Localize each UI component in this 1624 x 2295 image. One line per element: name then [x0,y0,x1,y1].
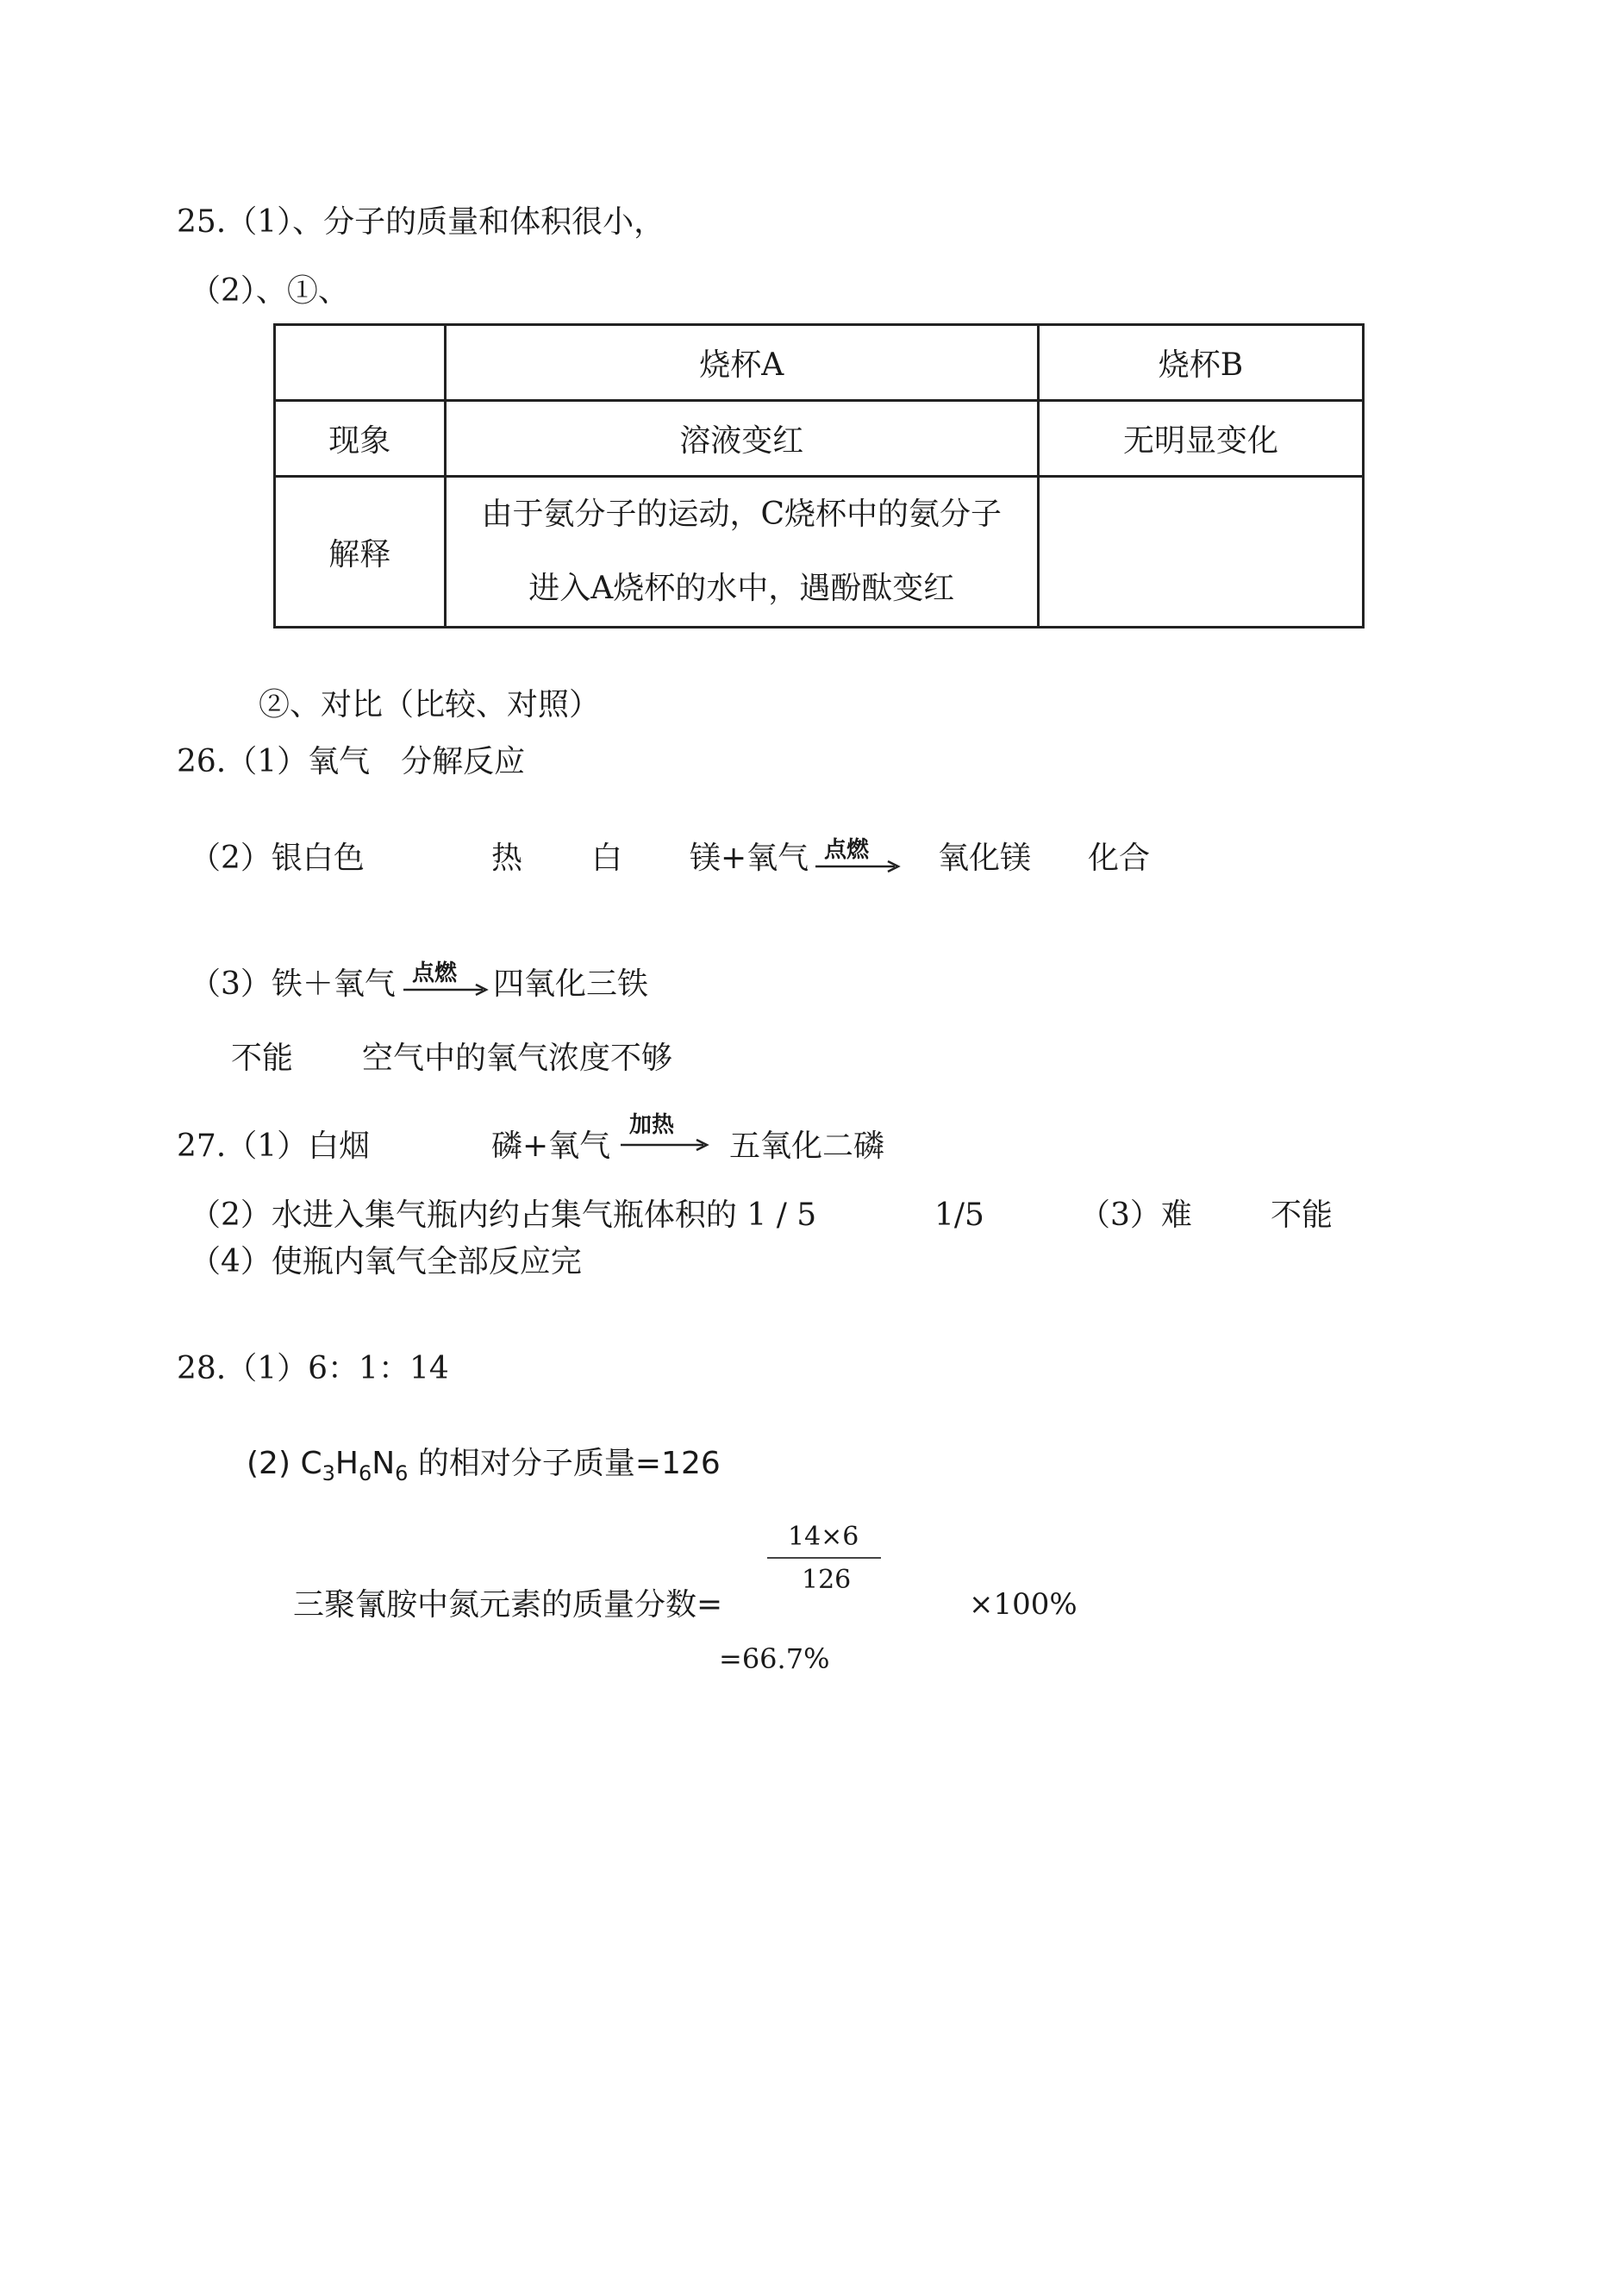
right-arrow-icon [619,1136,710,1154]
phenomenon-label: 现象 [275,401,446,477]
q26-mg-reactants: 镁+氧气 [690,841,809,876]
q26-heat: 热 [491,841,523,876]
explanation-label: 解释 [275,477,446,628]
explanation-b [1038,477,1363,628]
q26-part1: 26.（1）氧气 分解反应 [177,744,526,779]
q28-sub-h: 6 [358,1461,372,1485]
table-header-beaker-b: 烧杯B [1038,325,1363,401]
right-arrow-icon [814,858,902,875]
q28-denominator: 126 [802,1565,852,1595]
phenomenon-a: 溶液变红 [445,401,1038,477]
q28-part1: 28.（1）6：1：14 [177,1351,449,1386]
q28-times-100: ×100% [969,1587,1077,1622]
q28-formula-h: H [334,1446,359,1481]
table-header-beaker-a: 烧杯A [445,325,1038,401]
q26-reason: 空气中的氧气浓度不够 [362,1041,673,1076]
q26-white: 白 [591,841,623,876]
q27-part2: （2）水进入集气瓶内约占集气瓶体积的 1 / 5 [190,1198,817,1233]
q25-part2-answer: ②、对比（比较、对照） [259,687,601,722]
q26-fe-condition: 点燃 [412,960,458,986]
q26-cannot: 不能 [231,1041,294,1076]
beaker-table [273,323,1365,628]
q26-part2-label: （2）银白色 [190,841,365,876]
q26-mg-arrow [814,832,902,875]
table-row-phenomenon [275,401,1364,477]
q26-fe-arrow [402,955,490,998]
explanation-a-line1: 由于氨分子的运动，C烧杯中的氨分子 [481,497,1002,532]
q28-formula-prefix: (2) C [247,1446,322,1481]
q27-p-product: 五氧化二磷 [729,1129,885,1164]
q25-part2-label: （2）、①、 [190,273,349,309]
table-header-row [275,325,1364,401]
q28-result: =66.7% [719,1642,830,1675]
q27-part3-label: （3）难 [1079,1198,1192,1233]
q27-p-condition: 加热 [629,1112,675,1138]
table-row-explanation [275,477,1364,628]
q28-numerator: 14×6 [788,1522,859,1552]
phenomenon-b: 无明显变化 [1038,401,1363,477]
q27-part1-label: 27.（1）白烟 [177,1129,371,1164]
q26-fe-product: 四氧化三铁 [493,966,649,1002]
q27-p-arrow [619,1107,710,1155]
q25-part1: 25.（1）、分子的质量和体积很小， [177,204,665,240]
explanation-a-line2: 进入A烧杯的水中，遇酚酞变红 [528,571,955,606]
q27-part2-value: 1/5 [934,1198,984,1233]
q28-part2-formula [247,1446,721,1485]
explanation-a [445,477,1038,628]
q28-formula-n: N [372,1446,396,1481]
q27-part4: （4）使瓶内氧气全部反应完 [190,1244,582,1279]
q26-reaction-type: 化合 [1088,841,1151,876]
q27-part3-answer: 不能 [1271,1198,1334,1233]
q27-p-reactants: 磷+氧气 [491,1129,611,1164]
q28-fraction-label: 三聚氰胺中氮元素的质量分数= [293,1587,723,1623]
right-arrow-icon [402,981,490,998]
fraction-bar [767,1557,881,1559]
q28-sub-n: 6 [395,1461,409,1485]
table-header-empty [275,325,446,401]
q26-mg-condition: 点燃 [824,837,870,863]
q28-formula-suffix: 的相对分子质量=126 [408,1446,721,1481]
q26-mg-product: 氧化镁 [938,841,1032,876]
q28-sub-c: 3 [322,1461,335,1485]
q26-fe-reactants: （3）铁＋氧气 [190,966,396,1002]
